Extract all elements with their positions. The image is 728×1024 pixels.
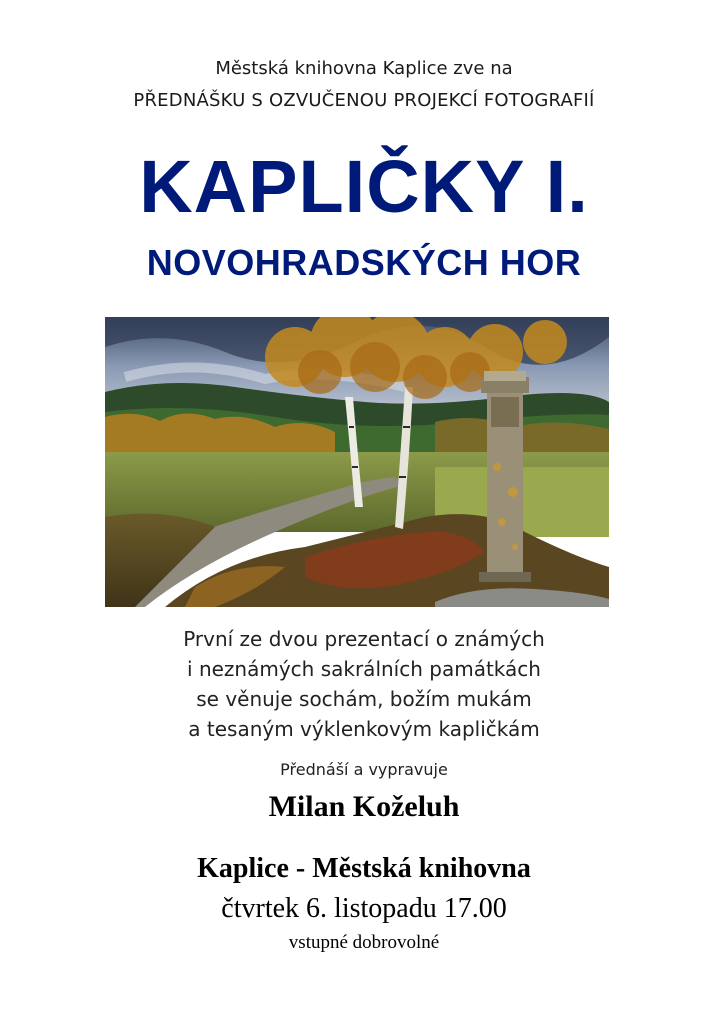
sub-title: NOVOHRADSKÝCH HOR — [146, 242, 582, 283]
event-date: čtvrtek 6. listopadu 17.00 — [221, 893, 507, 924]
description — [0, 624, 728, 744]
main-title: KAPLIČKY I. — [139, 145, 589, 228]
description-line: i neznámých sakrálních památkách — [187, 657, 541, 681]
description-line: a tesaným výklenkovým kapličkám — [188, 717, 540, 741]
presenter-label: Přednáší a vypravuje — [280, 760, 448, 779]
landscape-photo — [105, 317, 609, 607]
event-venue: Kaplice - Městská knihovna — [197, 853, 531, 884]
intro-line: Městská knihovna Kaplice zve na — [215, 58, 513, 79]
presenter-name: Milan Koželuh — [268, 790, 460, 823]
description-line: První ze dvou prezentací o známých — [183, 627, 545, 651]
description-line: se věnuje sochám, božím mukám — [196, 687, 532, 711]
intro-subtitle: PŘEDNÁŠKU S OZVUČENOU PROJEKCÍ FOTOGRAFIÍ — [133, 90, 595, 111]
event-entry: vstupné dobrovolné — [288, 932, 440, 953]
